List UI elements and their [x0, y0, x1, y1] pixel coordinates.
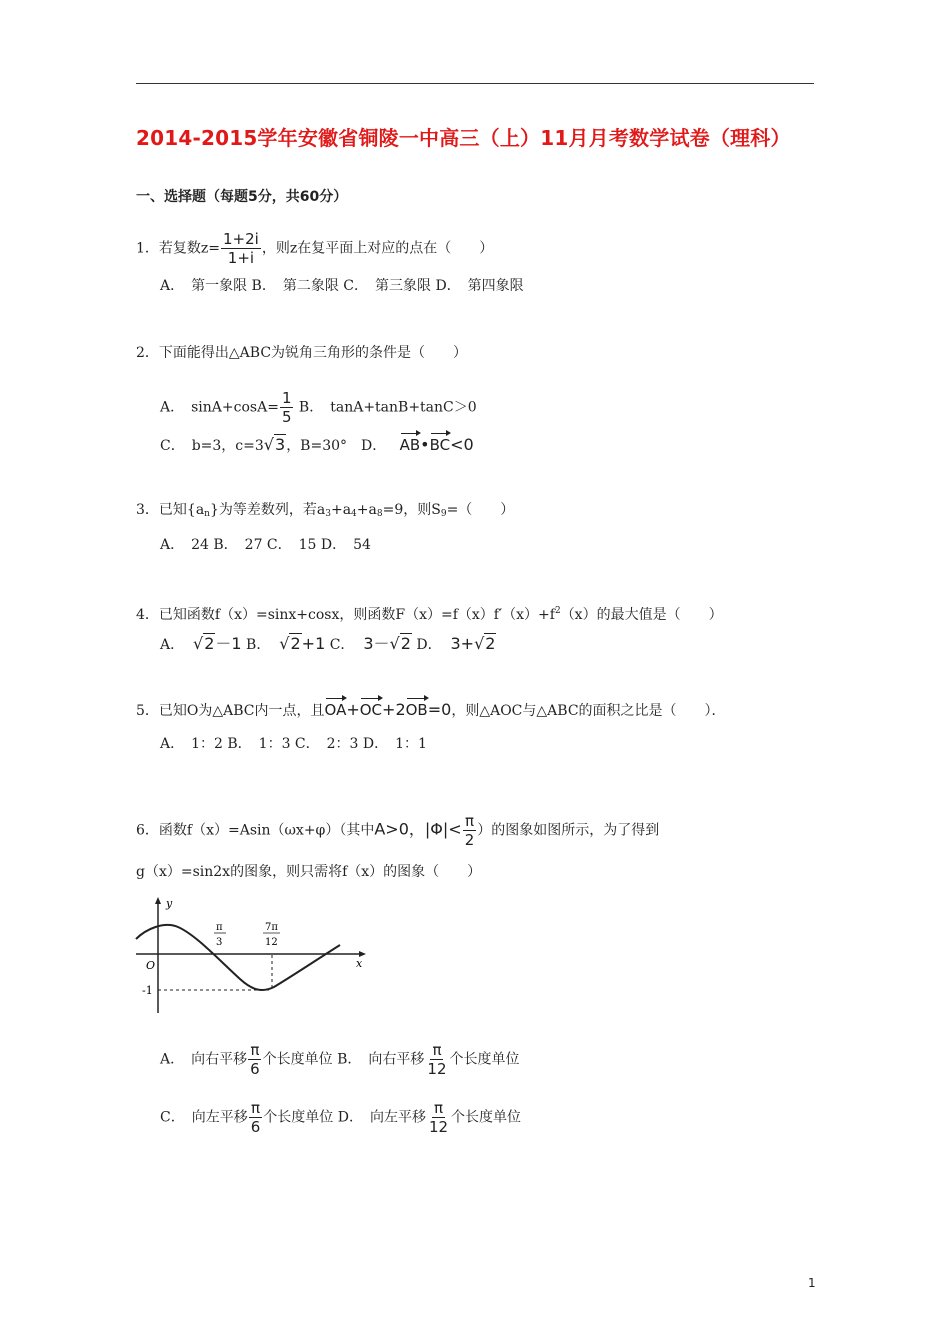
option-a-fraction — [248, 1041, 262, 1078]
subscript: 4 — [351, 509, 357, 519]
question-3-stem — [136, 500, 514, 524]
tick1-denominator: 3 — [216, 937, 223, 948]
question-5-options: A． 1：2 B． 1：3 C． 2：3 D． 1：1 — [160, 736, 427, 752]
question-1-fraction — [221, 230, 261, 267]
option-b-rest: +1 — [301, 634, 326, 653]
question-2-options-ab — [160, 389, 477, 426]
option-a-text: A． 向右平移 — [160, 1051, 248, 1068]
radicand: 2 — [485, 634, 496, 653]
option-c-text: C． b=3，c=3 — [160, 438, 264, 454]
subscript: 3 — [325, 509, 331, 519]
x-label: x — [356, 957, 363, 970]
fraction-numerator: 1+2i — [223, 230, 259, 248]
subscript: n — [204, 509, 210, 519]
vector-ob: OB — [405, 701, 428, 719]
question-6-stem-line2: g（x）=sin2x的图象，则只需将f（x）的图象（ ） — [136, 864, 482, 880]
vector-oc: OC — [359, 701, 383, 719]
stem-part: 5．已知O为△ABC内一点，且 — [136, 703, 325, 719]
stem-part: =9，则S — [382, 502, 441, 518]
option-a-rest: －1 — [215, 634, 242, 653]
tick1-numerator: π — [216, 922, 223, 933]
question-1-suffix: ，则z在复平面上对应的点在（ ） — [261, 240, 494, 257]
question-6-stem — [136, 812, 659, 849]
subscript: 9 — [440, 509, 447, 519]
y-label: y — [166, 897, 173, 910]
section-heading: 一、选择题（每题5分，共60分） — [136, 189, 348, 205]
option-c-fraction — [249, 1099, 263, 1136]
option-a-label: A． — [160, 637, 185, 653]
option-b-text: B． tanA+tanB+tanC＞0 — [294, 399, 477, 416]
option-b-fraction — [425, 1041, 448, 1078]
tick2-numerator: 7π — [265, 922, 278, 933]
option-d-suffix: 个长度单位 — [451, 1109, 522, 1126]
sqrt-symbol: √2 — [389, 634, 411, 653]
exam-title: 2014-2015学年安徽省铜陵一中高三（上）11月月考数学试卷（理科） — [136, 126, 791, 150]
question-2-stem: 2．下面能得出△ABC为锐角三角形的条件是（ ） — [136, 345, 468, 361]
fraction-numerator: π — [433, 1099, 444, 1117]
condition: A>0，|Φ|< — [374, 819, 462, 839]
sqrt-symbol: √2 — [193, 634, 215, 653]
superscript: 2 — [554, 606, 561, 616]
fraction-denominator: 2 — [464, 831, 475, 849]
stem-part: 4．已知函数f（x）=sinx+cosx，则函数F（x）=f（x）f′（x）+f — [136, 607, 555, 623]
question-1-options: A． 第一象限 B． 第二象限 C． 第三象限 D． 第四象限 — [160, 278, 524, 294]
fraction-numerator: π — [250, 1099, 260, 1117]
plus-sign: +2 — [382, 700, 406, 719]
subscript: 8 — [376, 509, 383, 519]
sqrt-symbol: √2 — [279, 634, 301, 653]
question-4-options — [160, 634, 496, 655]
vector-oa: OA — [324, 701, 347, 719]
vector-ab: AB — [399, 436, 421, 454]
sqrt-symbol: √2 — [474, 634, 496, 653]
stem-part: ）的图象如图所示，为了得到 — [477, 822, 660, 839]
stem-part: +a — [330, 502, 352, 518]
question-1-prefix: 1．若复数z= — [136, 240, 221, 257]
option-c-label: C． — [325, 637, 355, 653]
radicand: 2 — [290, 634, 301, 653]
stem-part: （x）的最大值是（ ） — [560, 607, 723, 623]
radicand: 2 — [204, 634, 215, 653]
fraction-denominator: 6 — [250, 1060, 260, 1078]
radicand: 2 — [400, 634, 411, 653]
option-d-pre: 3+ — [450, 634, 475, 653]
fraction-numerator: 1 — [281, 389, 292, 407]
page-number: 1 — [808, 1276, 816, 1290]
fraction-denominator: 1+i — [227, 249, 255, 267]
option-b-label: B． — [241, 637, 271, 653]
vector-bc: BC — [429, 436, 451, 454]
fraction-numerator: π — [464, 812, 474, 830]
option-c-suffix: ，B=30° D． — [286, 438, 387, 454]
stem-part: 6．函数f（x）=Asin（ωx+φ）（其中 — [136, 822, 375, 839]
dot-product-symbol: • — [420, 435, 430, 454]
plus-sign: + — [346, 700, 360, 719]
option-d-fraction — [427, 1099, 450, 1136]
option-c-pre: 3－ — [363, 634, 390, 653]
header-rule — [136, 83, 814, 84]
stem-part: =（ ） — [446, 502, 515, 518]
origin-label: O — [146, 959, 156, 972]
tick2-denominator: 12 — [265, 937, 278, 948]
sqrt-symbol: √3 — [263, 435, 286, 454]
fraction-denominator: 12 — [427, 1060, 447, 1078]
question-4-stem — [136, 601, 723, 625]
question-2-options-cd — [160, 435, 474, 456]
stem-part: +a — [356, 502, 377, 518]
y-axis-arrow — [155, 897, 161, 904]
minus-one-label: -1 — [142, 984, 153, 997]
option-b-suffix: 个长度单位 — [449, 1051, 520, 1068]
question-6-fraction — [463, 812, 477, 849]
curve — [136, 925, 340, 990]
option-a-suffix: 个长度单位 B． 向右平移 — [262, 1051, 425, 1068]
stem-part: 3．已知{a — [136, 502, 205, 518]
option-a-fraction — [280, 389, 294, 426]
fraction-denominator: 12 — [428, 1118, 449, 1136]
fraction-numerator: π — [432, 1041, 442, 1059]
option-d-suffix: <0 — [450, 435, 474, 454]
stem-part: ，则△AOC与△ABC的面积之比是（ ）． — [451, 703, 726, 719]
question-1-stem — [136, 230, 493, 267]
option-c-text: C． 向左平移 — [160, 1109, 248, 1126]
fraction-numerator: π — [250, 1041, 260, 1059]
equals-zero: =0 — [427, 700, 452, 719]
radicand: 3 — [275, 435, 286, 454]
question-6-options-cd — [160, 1099, 521, 1136]
question-6-options-ab — [160, 1041, 520, 1078]
option-a-text: A． sinA+cosA= — [160, 399, 279, 416]
option-d-label: D． — [411, 637, 442, 653]
option-c-suffix: 个长度单位 D． 向左平移 — [263, 1109, 426, 1126]
question-5-stem — [136, 700, 726, 721]
sine-graph — [134, 895, 374, 1015]
question-3-options: A． 24 B． 27 C． 15 D． 54 — [160, 537, 371, 553]
stem-part: }为等差数列，若a — [209, 502, 326, 518]
fraction-denominator: 6 — [250, 1118, 261, 1136]
fraction-denominator: 5 — [281, 408, 292, 426]
